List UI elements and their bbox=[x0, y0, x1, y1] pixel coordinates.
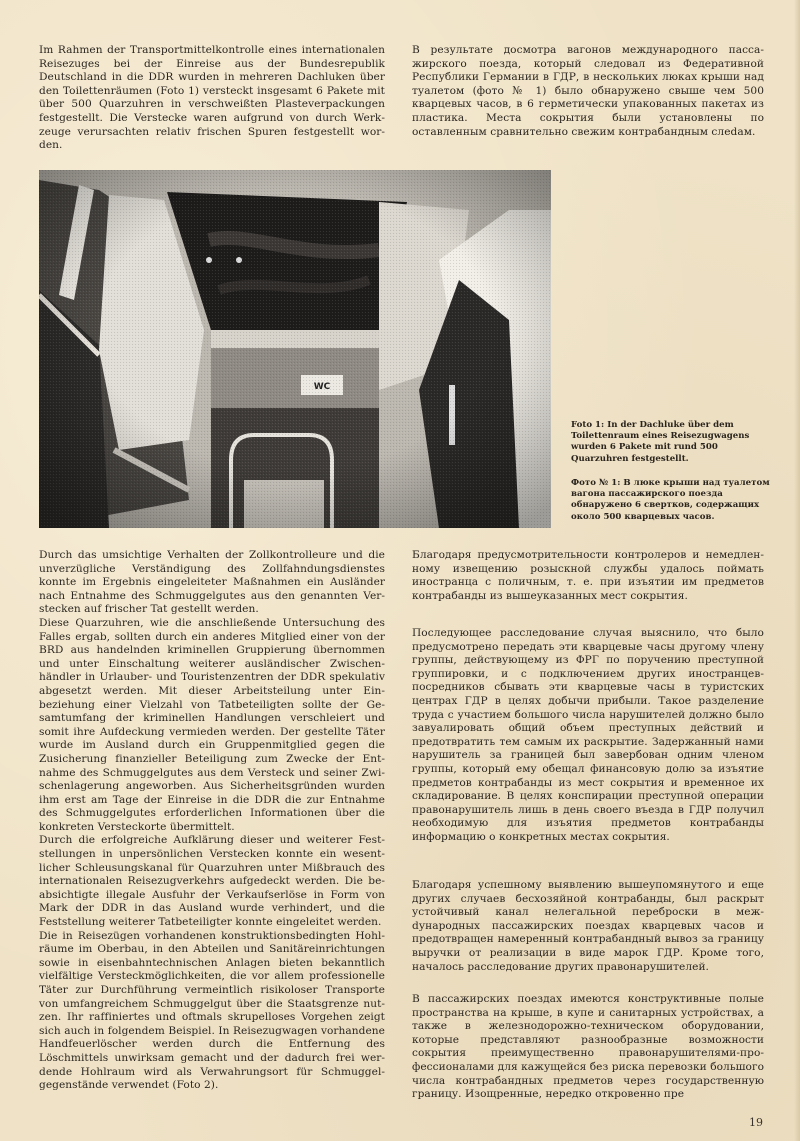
russian-paragraph: Благодаря успешному выявлению вышеупомянутого и еще других случаев бесхозяйной контрабанды, был раскрыт устойчивый канал нелегальной переброски в межdународных пассажирских поездах кварцевых часов и предотвращен намеренный контрабандный вывоз за границу выручки от реализации в виде марок ГДР. Кроме того, началось расследование других правонарушителей. bbox=[412, 879, 764, 973]
caption-german-text: Foto 1: In der Dachluke über dem Toilettenraum eines Reisezugwagens wurden 6 Pakete mit rund 500 Quarzuhren festgestellt. bbox=[571, 420, 750, 464]
photo-illustration bbox=[39, 170, 551, 528]
german-intro-paragraph: Im Rahmen der Transportmittelkontrolle eines internationalen Reisezuges bei der Einreise aus der Bundesrepublik Deutschland in die DDR wurden in mehreren Dachluken über den Toilettenräumen (Foto 1) versteckt insgesamt 6 Pakete mit über 500 Quarzuhren in verschweißten Plasteverpackungen festgestellt. Die Verstecke waren aufgrund von durch Werkzeuge verursachten relativ frischen Spuren festgestellt worden. bbox=[39, 44, 385, 152]
german-intro-block bbox=[39, 44, 385, 153]
caption-russian-text: Фото № 1: В люке крыши над туалетом вагона пассажирского поезда обнаружено 6 свертков, содержащих около 500 кварцевых часов. bbox=[571, 478, 770, 522]
german-paragraph: Diese Quarzuhren, wie die anschließende Untersuchung des Falles ergab, sollten durch ein anderes Mitglied einer von der BRD aus handelnden kriminellen Gruppierung übernommen und unter Einschaltung weiterer ausländischer Zwischenhändler in Urlauber- und Touristenzentren der DDR spekulativ abgesetzt werden. Mit dieser Arbeitsteilung unter Einbeziehung einer Vielzahl von Tatbeteiligten sollte der Gesamtumfang der kriminellen Handlungen verschleiert und somit ihre Aufdeckung vermieden werden. Der gestellte Täter wurde im Ausland durch ein Gruppenmitglied gegen die Zusicherung finanzieller Beteiligung zum Zwecke der Entnahme des Schmuggelgutes aus dem Versteck und seiner Zwischenlagerung angeworben. Aus Sicherheitsgründen wurden ihm erst am Tage der Einreise in die DDR die zur Entnahme des Schmuggelgutes erforderlichen Informationen über die konkreten Versteckorte übermittelt. bbox=[39, 616, 385, 833]
russian-intro-paragraph: В результате досмотра вагонов международного пассажирского поезда, который следовал из Федеративной Республики Германии в ГДР, в нескольких люках крыши над туалетом (фото № 1) было обнаружено свыше чем 500 кварцевых часов, в 6 герметически упакованных пакетах из пластика. Места сокрытия были установлены по оставленным сравнительно свежим контрабандным слеdам. bbox=[412, 44, 764, 138]
page-edge-shadow bbox=[794, 0, 800, 1141]
german-paragraph: Durch die erfolgreiche Aufklärung dieser und weiterer Feststellungen in unpersönlichen Verstecken konnte ein wesentlicher Schleusungskanal für Quarzuhren unter Mißbrauch des internationalen Reisezugverkehrs aufgedeckt werden. Die beabsichtigte illegale Ausfuhr der Verkaufserlöse in Form von Mark der DDR in das Ausland wurde verhindert, und die Feststellung weiterer Tatbeteiligter konnte eingeleitet werden. bbox=[39, 834, 385, 929]
german-paragraph: Die in Reisezügen vorhandenen konstruktionsbedingten Hohlräume im Oberbau, in den Abteilen und Sanitäreinrichtungen sowie in eisenbahntechnischen Anlagen bieten bekanntlich vielfältige Versteckmöglichkeiten, die vor allem professionelle Täter zur Durchführung vermeintlich risikoloser Transporte von umfangreichem Schmuggelgut über die Staatsgrenze nutzen. Ihr raffiniertes und oftmals skrupelloses Vorgehen zeigt sich auch in folgendem Beispiel. In Reisezugwagen vorhandene Handfeuerlöscher werden durch die Entfernung des Löschmittels unwirksam gemacht und der dadurch frei werdende Hohlraum wird als Verwahrungsort für Schmuggelgegenstände verwendet (Foto 2). bbox=[39, 929, 385, 1092]
german-body-column bbox=[39, 549, 385, 1093]
photo-caption-russian bbox=[571, 478, 771, 523]
photo-caption-german bbox=[571, 420, 771, 465]
russian-body-column-3 bbox=[412, 879, 764, 974]
russian-paragraph: Последующее расследование случая выяснило, что было предусмотрено передать эти кварцевые часы другому члену группы, действующему из ФРГ по поручению преступной группировки, и с подключением других иностранцев-посредников сбывать эти кварцевые часы в туристских центрах ГДР в целях добычи прибыли. Такое разделение труда с участием большого числа нарушителей должно было завуалировать общий объем преступных действий и предотвратить тем самым их раскрытие. Задержанный нами нарушитель за границей был завербован одним членом группы, который ему обещал финансовую долю за изъятие предметов контрабанды из мест сокрытия и временное их складирование. В целях конспирации преступной операции правонарушитель лишь в день своего въезда в ГДР получил необходимую для изъятия предметов контрабанды информацию о конкретных местах сокрытия. bbox=[412, 627, 764, 843]
german-paragraph: Durch das umsichtige Verhalten der Zollkontrolleure und die unverzügliche Verständigung des Zollfahndungsdienstes konnte im Ergebnis eingeleiteter Maßnahmen ein Ausländer nach Entnahme des Schmuggelgutes aus den genannten Verstecken auf frischer Tat gestellt werden. bbox=[39, 549, 385, 616]
page-number: 19 bbox=[749, 1116, 763, 1129]
russian-body-column-2 bbox=[412, 627, 764, 845]
russian-intro-block bbox=[412, 44, 764, 139]
russian-body-column-1 bbox=[412, 549, 764, 603]
photo-1-roof-hatch bbox=[39, 170, 551, 528]
russian-paragraph: В пассажирских поездах имеются конструктивные полые пространства на крыше, в купе и санитарных устройствах, а также в железнодорожно-техническом оборудовании, которые представляют разнообразные возможности сокрытия преимущественно правонарушителями-профессионалами для кажущейся без риска перевозки большого числа контрабандных предметов через государственную границу. Изощренные, нередко откровенно пре bbox=[412, 993, 764, 1101]
russian-body-column-4 bbox=[412, 993, 764, 1102]
russian-paragraph: Благодаря предусмотрительности контролеров и немедленному извещению розыскной службы удалось поймать иностранца с поличным, т. е. при изъятии им предметов контрабанды из вышеуказанных мест сокрытия. bbox=[412, 549, 764, 602]
